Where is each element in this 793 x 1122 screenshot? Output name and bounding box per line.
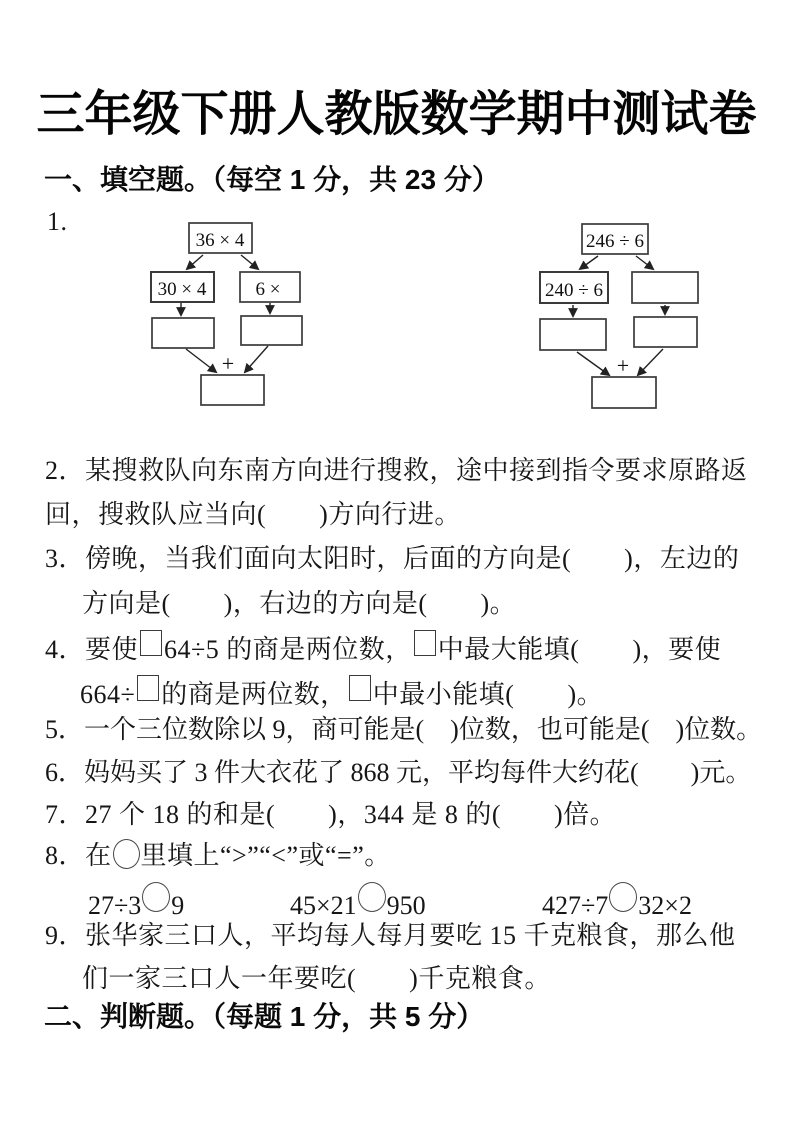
- flow-box-blank-left: [540, 319, 606, 350]
- flow-box-blank-right: [634, 317, 697, 347]
- section-2-heading: 二、判断题。（每题 1 分，共 5 分）: [44, 1001, 485, 1032]
- question-3-line-2: 方向是( )，右边的方向是( )。: [82, 589, 517, 618]
- q4-line1-post: 中最大能填( )，要使: [437, 635, 722, 664]
- q8-head-pre: 8．在: [45, 841, 112, 870]
- page-title: 三年级下册人教版数学期中测试卷: [36, 88, 757, 141]
- circle-placeholder: [609, 882, 637, 912]
- comparison-item-2: [290, 882, 426, 921]
- comparison-item-1: [88, 882, 184, 921]
- section-1-heading: 一、填空题。（每空 1 分，共 23 分）: [44, 164, 500, 195]
- q4-line2-mid: 的商是两位数，: [161, 680, 347, 709]
- flow-box-result: [592, 377, 656, 408]
- blank-square: [349, 675, 371, 701]
- q4-line1-mid: 64÷5 的商是两位数，: [164, 635, 412, 664]
- flow-box-blank-left: [152, 318, 214, 348]
- flow-box-result: [201, 375, 264, 405]
- question-9-line-2: 们一家三口人一年要吃( )千克粮食。: [82, 964, 551, 993]
- q4-line1-pre: 4．要使: [45, 635, 139, 664]
- question-4-line-1: [45, 630, 721, 666]
- flow-box-blank-right: [241, 316, 302, 345]
- question-6-line-1: 6．妈妈买了 3 件大衣花了 868 元，平均每件大约花( )元。: [45, 758, 752, 787]
- comparison-right-expression: 9: [171, 891, 185, 920]
- question-3-line-1: 3．傍晚，当我们面向太阳时，后面的方向是( )，左边的: [45, 544, 740, 573]
- comparison-left-expression: 427÷7: [542, 891, 609, 920]
- plus-sign: +: [221, 351, 235, 376]
- question-5-line-1: 5．一个三位数除以 9，商可能是( )位数，也可能是( )位数。: [45, 715, 763, 744]
- flow-label-branch-left: 240 ÷ 6: [545, 280, 603, 301]
- comparison-right-expression: 32×2: [638, 891, 692, 920]
- question-9-line-1: 9．张华家三口人，平均每人每月要吃 15 千克粮食，那么他: [45, 921, 736, 950]
- question-1-number: 1.: [47, 207, 68, 236]
- circle-placeholder: [142, 882, 170, 912]
- comparison-item-3: [542, 882, 692, 921]
- question-7-line-1: 7．27 个 18 的和是( )，344 是 8 的( )倍。: [45, 800, 617, 829]
- q4-line2-post: 中最小能填( )。: [372, 680, 604, 709]
- circle-placeholder: [358, 882, 386, 912]
- q1-right-flow-diagram: [528, 219, 708, 415]
- question-8-heading: [45, 839, 391, 872]
- flow-label-top: 36 × 4: [195, 230, 245, 251]
- circle-placeholder: [113, 839, 140, 869]
- question-2-line-2: 回，搜救队应当向( )方向行进。: [45, 500, 461, 529]
- question-4-line-2: [80, 675, 603, 711]
- blank-square: [137, 675, 159, 701]
- comparison-right-expression: 950: [386, 891, 426, 920]
- plus-sign: +: [616, 353, 630, 378]
- flow-box-branch-right: [632, 272, 698, 303]
- blank-square: [140, 630, 162, 656]
- flow-label-branch-left: 30 × 4: [157, 279, 207, 300]
- comparison-left-expression: 45×21: [290, 891, 357, 920]
- q4-line2-pre: 664÷: [80, 680, 136, 709]
- q1-left-flow-diagram: [140, 219, 315, 415]
- flow-label-top: 246 ÷ 6: [586, 231, 644, 252]
- blank-square: [414, 630, 436, 656]
- comparison-left-expression: 27÷3: [88, 891, 142, 920]
- flow-label-branch-right: 6 ×: [255, 279, 281, 300]
- question-2-line-1: 2．某搜救队向东南方向进行搜救，途中接到指令要求原路返: [45, 456, 748, 485]
- q8-head-post: 里填上“>”“<”或“=”。: [140, 841, 391, 870]
- flow-labels: [545, 231, 644, 378]
